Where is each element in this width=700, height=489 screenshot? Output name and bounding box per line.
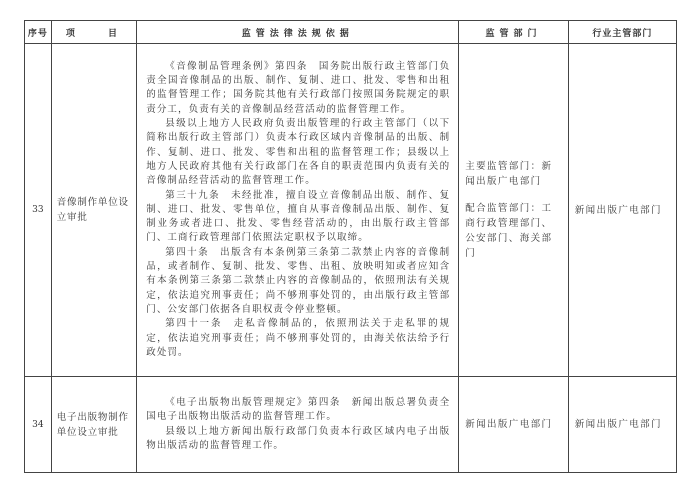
header-dept: 监管部门 bbox=[459, 21, 569, 44]
table-row bbox=[25, 377, 677, 473]
row-law bbox=[137, 377, 459, 473]
header-item: 项 目 bbox=[51, 21, 137, 44]
table-header bbox=[25, 21, 677, 44]
row-industry: 新闻出版广电部门 bbox=[568, 44, 676, 377]
law-paragraph: 县级以上地方新闻出版行政部门负责本行政区域内电子出版物出版活动的监督管理工作。 bbox=[146, 425, 451, 451]
header-law: 监管法律法规依据 bbox=[137, 21, 459, 44]
row-law bbox=[137, 44, 459, 377]
row-dept bbox=[459, 44, 569, 377]
row-industry: 新闻出版广电部门 bbox=[568, 377, 676, 473]
header-industry: 行业主管部门 bbox=[568, 21, 676, 44]
dept-main: 主要监管部门：新闻出版广电部门 bbox=[465, 161, 553, 187]
dept-assist: 配合监管部门：工商行政管理部门、公安部门、海关部门 bbox=[465, 203, 553, 259]
row-seq: 33 bbox=[25, 44, 52, 377]
law-paragraph: 第四十一条 走私音像制品的，依照刑法关于走私罪的规定，依法追究刑事责任；尚不够刑事处罚的，由海关依法给予行政处罚。 bbox=[146, 318, 451, 358]
header-seq: 序号 bbox=[25, 21, 52, 44]
law-paragraph: 第四十条 出版含有本条例第三条第二款禁止内容的音像制品，或者制作、复制、批发、零售、出租、放映明知或者应知含有本条例第三条第二款禁止内容的音像制品的，依照刑法有关规定，依法追究刑事责任；尚不够刑事处罚的，由出版行政主管部门、公安部门依据各自职权责令停业整顿。 bbox=[146, 246, 451, 315]
row-seq: 34 bbox=[25, 377, 52, 473]
regulation-table bbox=[24, 20, 677, 473]
law-paragraph: 县级以上地方人民政府负责出版管理的行政主管部门（以下简称出版行政主管部门）负责本行政区域内音像制品的出版、制作、复制、进口、批发、零售和出租的监督管理工作；县级以上地方人民政府其他有关行政部门在各自的职责范围内负责有关的音像制品经营活动的监督管理工作。 bbox=[146, 118, 451, 187]
row-item: 电子出版物制作单位设立审批 bbox=[51, 377, 137, 473]
law-paragraph: 《电子出版物出版管理规定》第四条 新闻出版总署负责全国电子出版物出版活动的监督管理工作。 bbox=[146, 396, 451, 423]
row-item: 音像制作单位设立审批 bbox=[51, 44, 137, 377]
table-row bbox=[25, 44, 677, 377]
law-paragraph: 第三十九条 未经批准，擅自设立音像制品出版、制作、复制、进口、批发、零售单位，擅自从事音像制品出版、制作、复制业务或者进口、批发、零售经营活动的，由出版行政主管部门、工商行政管理部门依照法定职权予以取缔。 bbox=[146, 189, 451, 244]
law-paragraph: 《音像制品管理条例》第四条 国务院出版行政主管部门负责全国音像制品的出版、制作、复制、进口、批发、零售和出租的监督管理工作；国务院其他有关行政部门按照国务院规定的职责分工，负责有关的音像制品经营活动的监督管理工作。 bbox=[146, 60, 451, 115]
row-dept: 新闻出版广电部门 bbox=[459, 377, 569, 473]
